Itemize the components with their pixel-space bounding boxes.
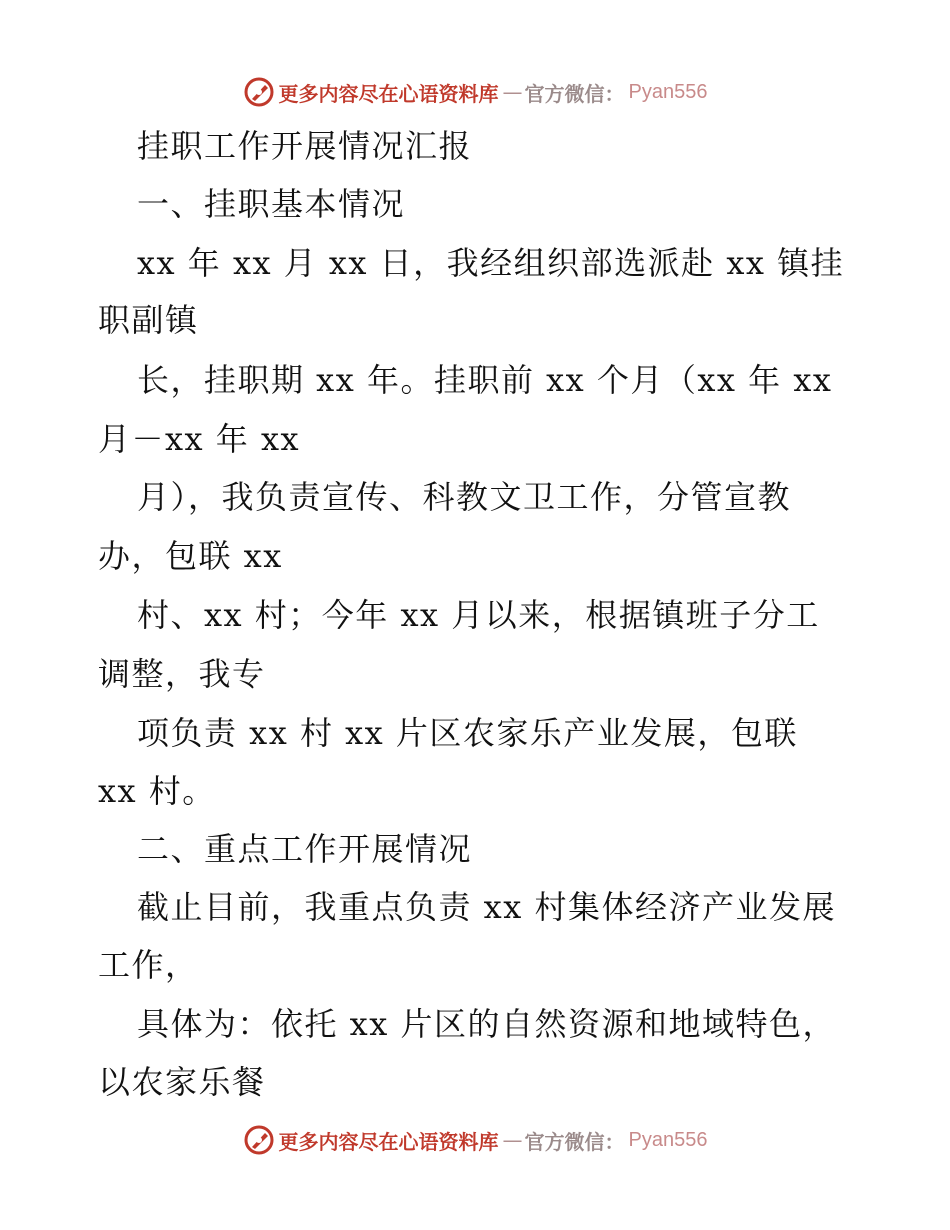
body-line: 办，包联 xx xyxy=(98,537,283,575)
body-line: xx 年 xx 月 xx 日，我经组织部选派赴 xx 镇挂 xyxy=(137,244,845,282)
body-line: 以农家乐餐 xyxy=(98,1063,266,1101)
body-line: 长，挂职期 xx 年。挂职前 xx 个月（xx 年 xx xyxy=(137,361,833,399)
section-heading-1: 一、挂职基本情况 xyxy=(137,185,406,223)
body-line: 调整，我专 xyxy=(98,655,266,693)
footer-banner xyxy=(0,1120,950,1160)
body-line: 截止目前，我重点负责 xx 村集体经济产业发展 xyxy=(137,888,836,926)
header-banner-text: 更多内容尽在心语资料库 xyxy=(278,81,499,106)
footer-banner-label: 官方微信： xyxy=(524,1129,625,1154)
body-line: 月－xx 年 xx xyxy=(98,420,301,458)
body-line: 项负责 xx 村 xx 片区农家乐产业发展，包联 xyxy=(137,714,798,752)
body-line: 村、xx 村；今年 xx 月以来，根据镇班子分工 xyxy=(137,596,820,634)
footer-banner-dash: — xyxy=(502,1128,521,1152)
section-heading-2: 二、重点工作开展情况 xyxy=(137,830,473,868)
footer-wechat-id: Pyan556 xyxy=(628,1128,708,1151)
body-line: 具体为：依托 xx 片区的自然资源和地域特色， xyxy=(137,1005,836,1043)
body-line: 月），我负责宣传、科教文卫工作，分管宣教 xyxy=(137,478,792,516)
pen-logo-icon xyxy=(243,1124,275,1156)
body-line: 职副镇 xyxy=(98,301,199,339)
header-banner-label: 官方微信： xyxy=(524,81,625,106)
doc-title: 挂职工作开展情况汇报 xyxy=(137,127,473,165)
pen-logo-icon xyxy=(243,76,275,108)
footer-banner-text: 更多内容尽在心语资料库 xyxy=(278,1129,499,1154)
header-wechat-id: Pyan556 xyxy=(628,80,708,103)
body-line: 工作， xyxy=(98,946,199,984)
body-line: xx 村。 xyxy=(98,772,216,810)
header-banner-dash: — xyxy=(502,80,521,104)
header-banner xyxy=(0,72,950,112)
